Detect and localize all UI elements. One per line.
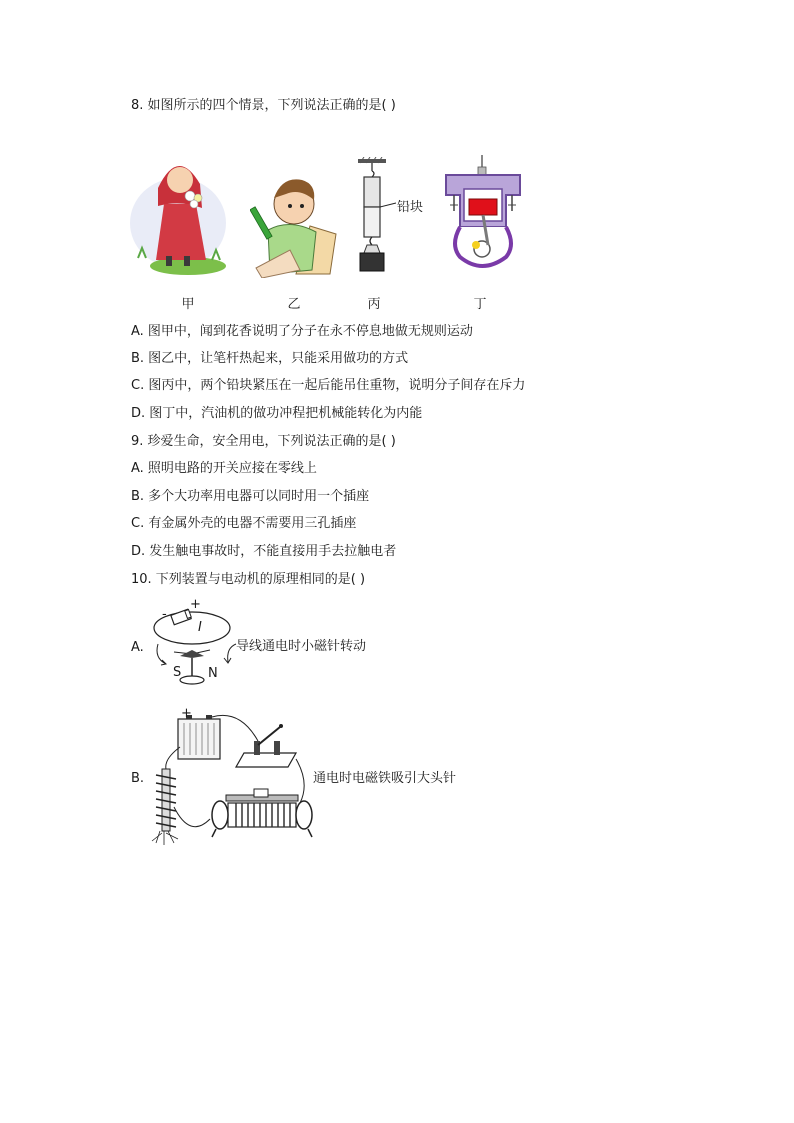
q8-option-a: A. 图甲中，闻到花香说明了分子在永不停息地做无规则运动 — [131, 324, 473, 339]
q8-option-d: D. 图丁中，汽油机的做功冲程把机械能转化为内能 — [131, 406, 423, 421]
q9-option-b: B. 多个大功率用电器可以同时用一个插座 — [131, 489, 370, 504]
lead-block-label: 铅块 — [397, 200, 424, 215]
figure-electromagnet-circuit — [150, 707, 314, 847]
q10-b-caption: 通电时电磁铁吸引大头针 — [313, 771, 457, 786]
q8-option-b: B. 图乙中，让笔杆热起来，只能采用做功的方式 — [131, 351, 409, 366]
figure-yi-boy-with-pencil — [250, 170, 340, 278]
q9-option-c: C. 有金属外壳的电器不需要用三孔插座 — [131, 516, 357, 531]
q10-a-caption: 导线通电时小磁针转动 — [236, 639, 367, 654]
q10-a-south: S — [173, 665, 182, 680]
q9-option-a: A. 照明电路的开关应接在零线上 — [131, 461, 317, 476]
figure-ding-engine-cylinder — [440, 153, 526, 271]
caption-jia: 甲 — [181, 297, 195, 312]
figure-jia-girl-smelling-flowers — [128, 148, 228, 278]
q10-a-minus: - — [162, 607, 167, 622]
q10-option-a-label: A. — [131, 640, 144, 655]
caption-yi: 乙 — [287, 297, 301, 312]
caption-ding: 丁 — [473, 297, 487, 312]
q10-a-north: N — [208, 666, 218, 681]
q10-option-b-label: B. — [131, 771, 145, 786]
q10-b-plus: + — [181, 706, 192, 721]
figure-bing-lead-blocks — [352, 157, 398, 275]
q8-question: 8. 如图所示的四个情景，下列说法正确的是( ) — [131, 98, 396, 113]
q10-a-plus: + — [190, 597, 201, 612]
q10-question: 10. 下列装置与电动机的原理相同的是( ) — [131, 572, 366, 587]
q10-a-current: I — [198, 620, 202, 635]
q9-question: 9. 珍爱生命，安全用电，下列说法正确的是( ) — [131, 434, 396, 449]
caption-bing: 丙 — [367, 297, 381, 312]
q9-option-d: D. 发生触电事故时，不能直接用手去拉触电者 — [131, 544, 397, 559]
q8-option-c: C. 图丙中，两个铅块紧压在一起后能吊住重物，说明分子间存在斥力 — [131, 378, 526, 393]
